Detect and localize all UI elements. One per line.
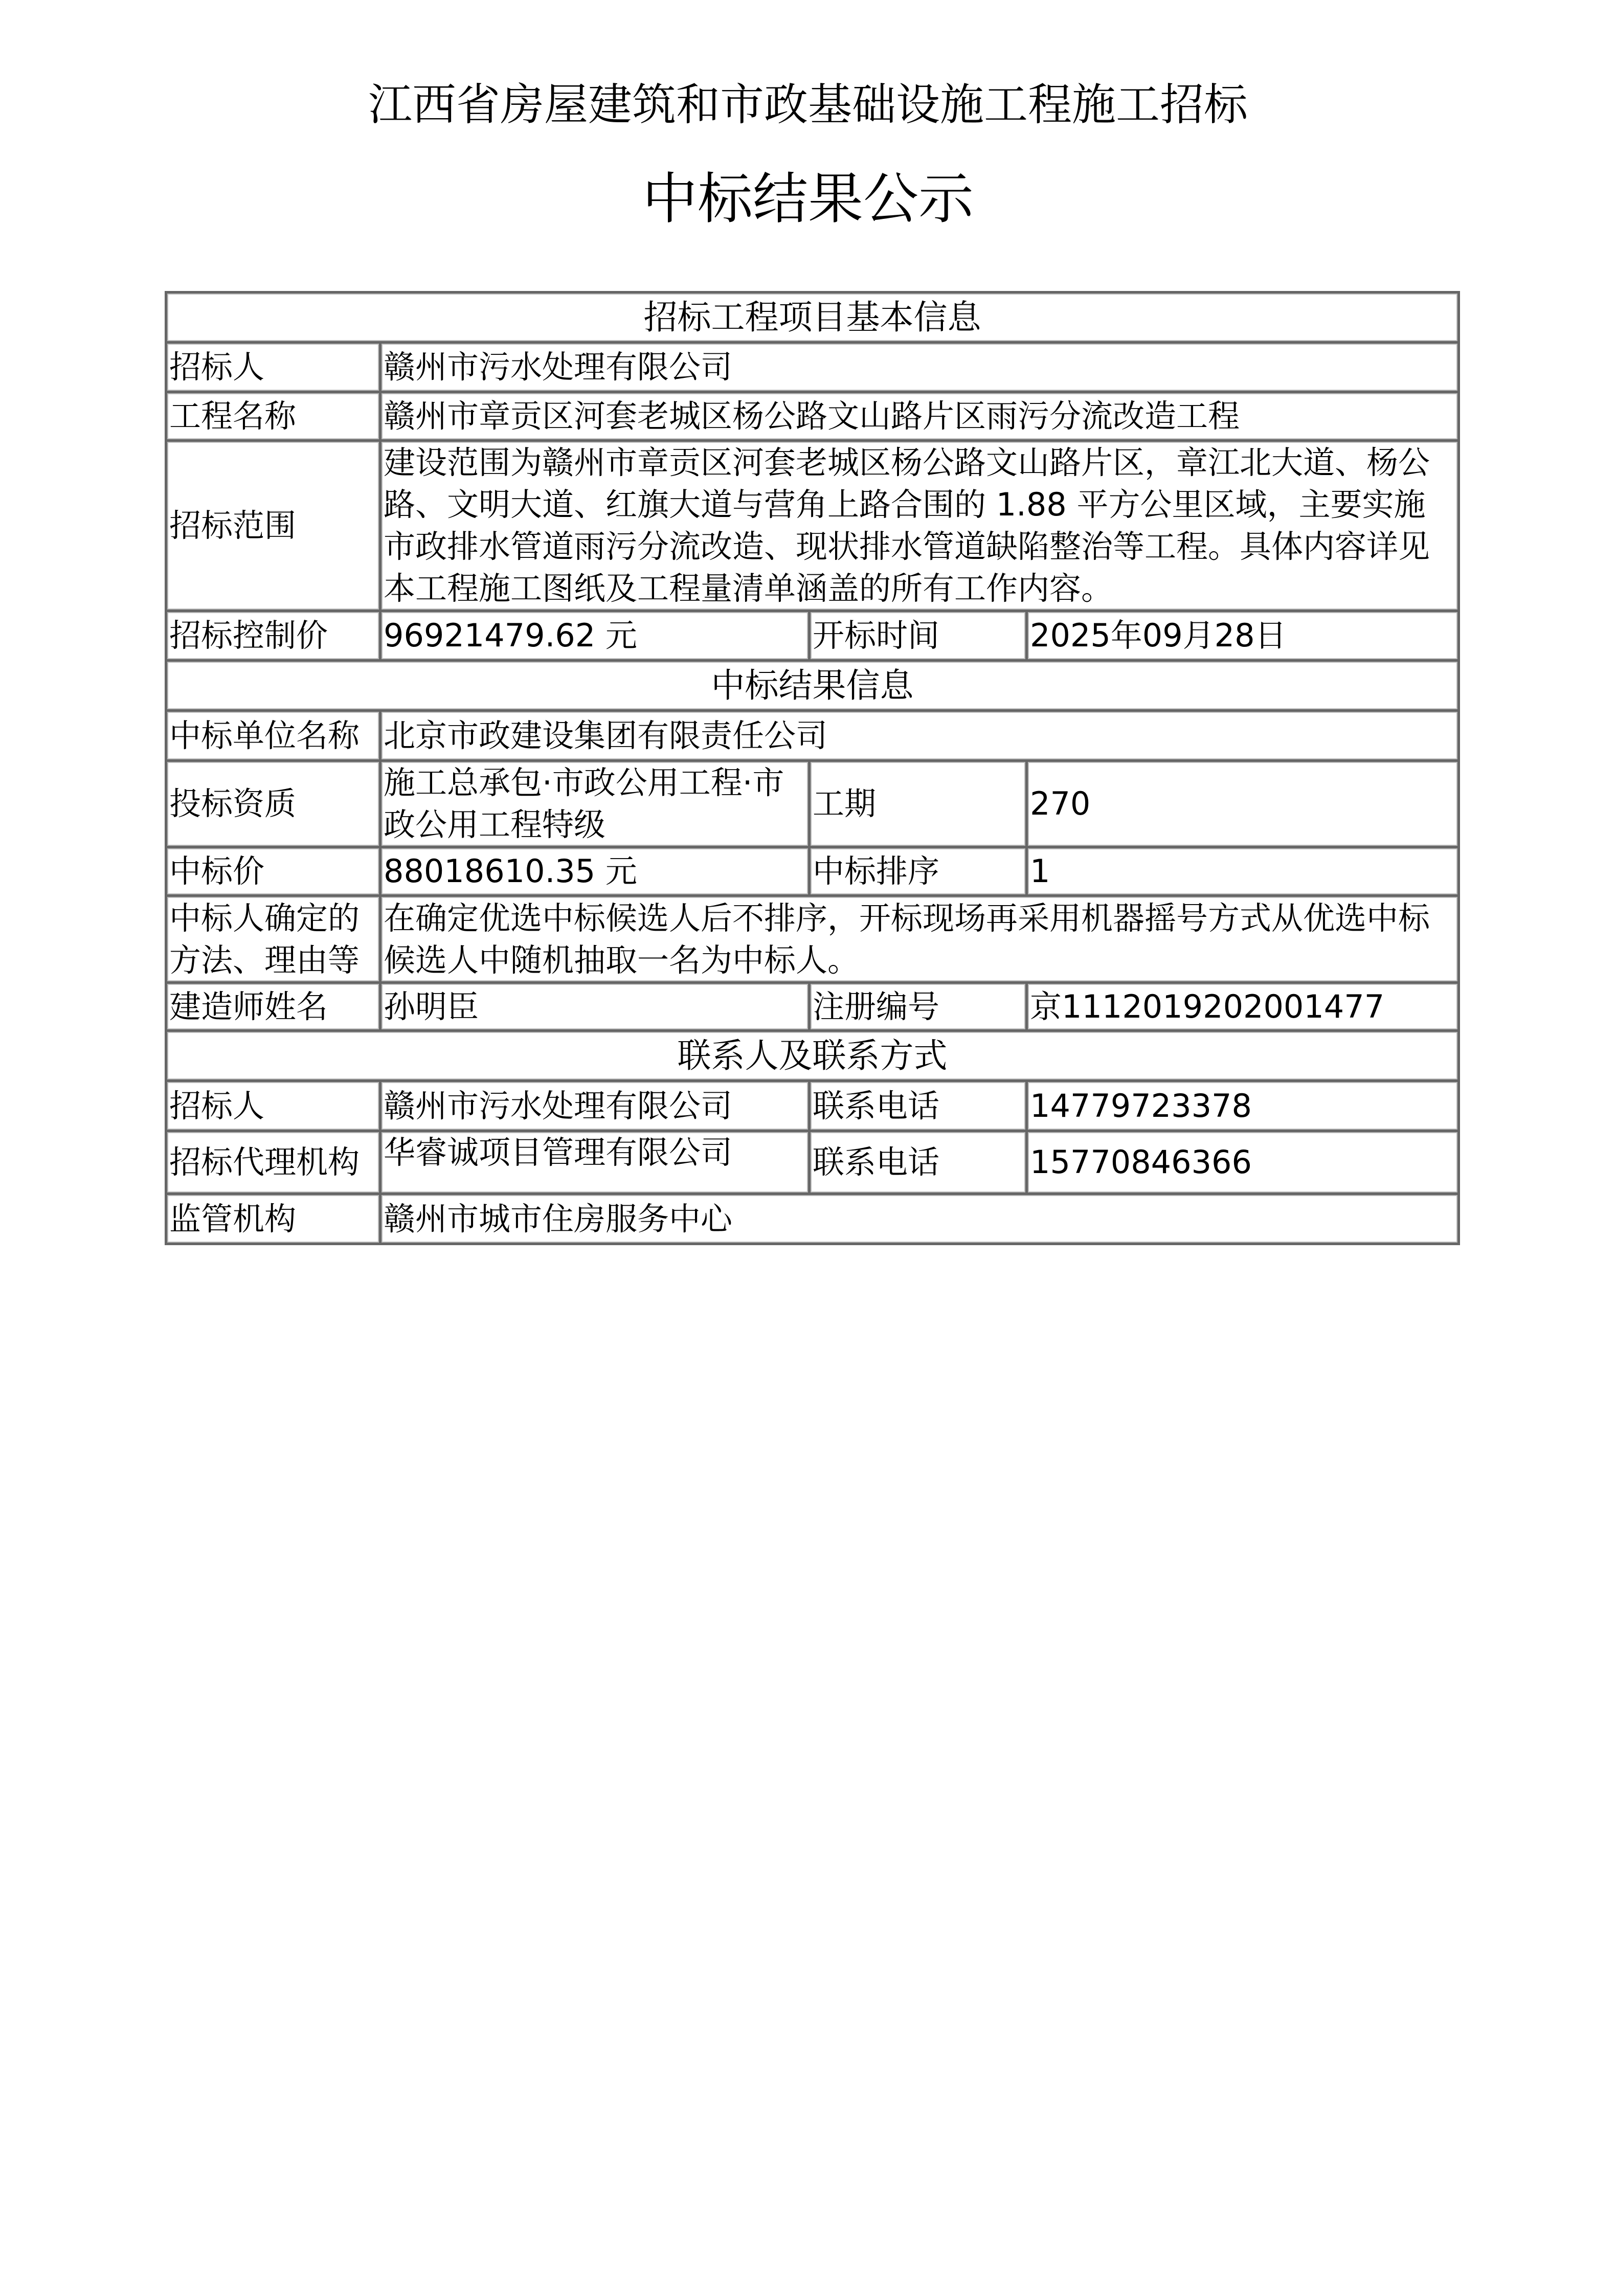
section-heading-result: 中标结果信息 (166, 661, 1459, 711)
agency-phone-label: 联系电话 (810, 1131, 1027, 1194)
supervisor-value: 赣州市城市住房服务中心 (380, 1194, 1459, 1244)
rank-value: 1 (1027, 847, 1459, 896)
tenderer-phone-value: 14779723378 (1027, 1081, 1459, 1131)
duration-value: 270 (1027, 761, 1459, 847)
method-label: 中标人确定的方法、理由等 (166, 896, 380, 983)
tenderer-phone-label: 联系电话 (810, 1081, 1027, 1131)
winner-label: 中标单位名称 (166, 711, 380, 761)
result-table (165, 291, 1460, 1245)
project-name-value: 赣州市章贡区河套老城区杨公路文山路片区雨污分流改造工程 (380, 392, 1459, 441)
control-price-value: 96921479.62 元 (380, 611, 810, 661)
reg-no-label: 注册编号 (810, 983, 1027, 1031)
section-heading-basic: 招标工程项目基本信息 (166, 292, 1459, 343)
agency-label: 招标代理机构 (166, 1131, 380, 1194)
rank-label: 中标排序 (810, 847, 1027, 896)
builder-value: 孙明臣 (380, 983, 810, 1031)
agency-value: 华睿诚项目管理有限公司 (380, 1131, 810, 1194)
open-time-value: 2025年09月28日 (1027, 611, 1459, 661)
supervisor-label: 监管机构 (166, 1194, 380, 1244)
duration-label: 工期 (810, 761, 1027, 847)
builder-label: 建造师姓名 (166, 983, 380, 1031)
contact-tenderer-label: 招标人 (166, 1081, 380, 1131)
section-heading-contact: 联系人及联系方式 (166, 1031, 1459, 1081)
tenderer-value: 赣州市污水处理有限公司 (380, 343, 1459, 392)
scope-value: 建设范围为赣州市章贡区河套老城区杨公路文山路片区，章江北大道、杨公路、文明大道、红旗大道与营角上路合围的 1.88 平方公里区域，主要实施市政排水管道雨污分流改造、现状排水管道缺陷整治等工程。具体内容详见本工程施工图纸及工程量清单涵盖的所有工作内容。 (380, 441, 1459, 611)
control-price-label: 招标控制价 (166, 611, 380, 661)
bid-price-value: 88018610.35 元 (380, 847, 810, 896)
contact-tenderer-value: 赣州市污水处理有限公司 (380, 1081, 810, 1131)
scope-label: 招标范围 (166, 441, 380, 611)
qualification-value: 施工总承包·市政公用工程·市政公用工程特级 (380, 761, 810, 847)
bid-price-label: 中标价 (166, 847, 380, 896)
open-time-label: 开标时间 (810, 611, 1027, 661)
document-title: 江西省房屋建筑和市政基础设施工程施工招标 (368, 79, 1248, 130)
project-name-label: 工程名称 (166, 392, 380, 441)
qualification-label: 投标资质 (166, 761, 380, 847)
tenderer-label: 招标人 (166, 343, 380, 392)
document-subtitle: 中标结果公示 (642, 167, 974, 231)
agency-phone-value: 15770846366 (1027, 1131, 1459, 1194)
method-value: 在确定优选中标候选人后不排序，开标现场再采用机器摇号方式从优选中标候选人中随机抽取一名为中标人。 (380, 896, 1459, 983)
winner-value: 北京市政建设集团有限责任公司 (380, 711, 1459, 761)
reg-no-value: 京1112019202001477 (1027, 983, 1459, 1031)
